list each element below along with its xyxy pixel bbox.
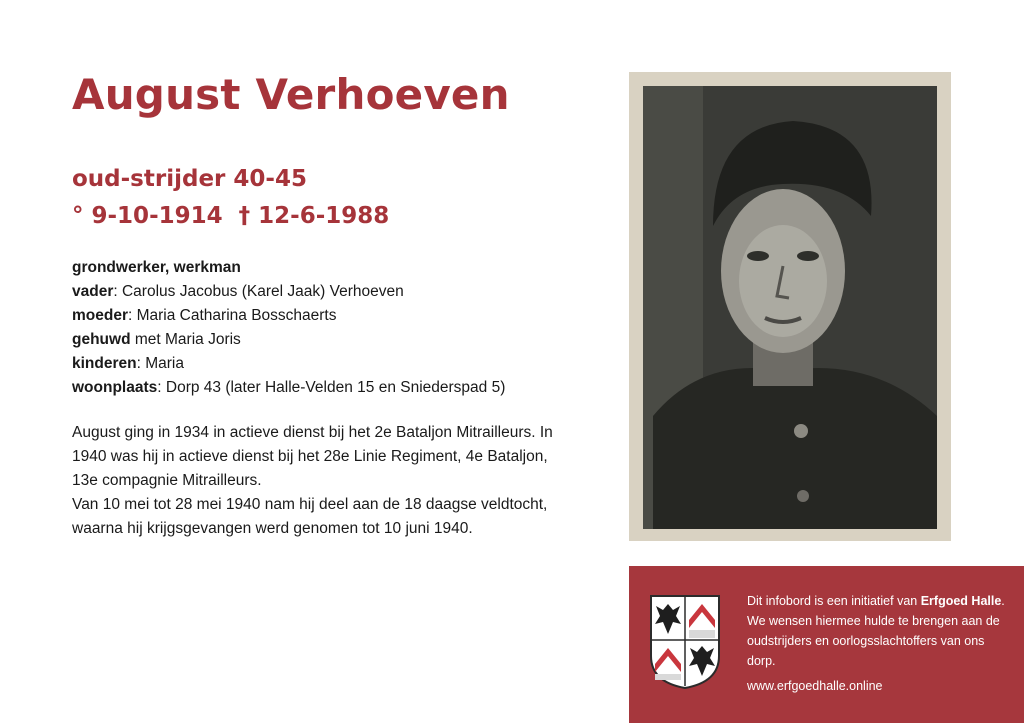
mother-value: : Maria Catharina Bosschaerts — [128, 307, 337, 324]
residence-value: : Dorp 43 (later Halle-Velden 15 en Sniederspad 5) — [157, 379, 506, 396]
father-row — [72, 280, 592, 304]
person-name: August Verhoeven — [72, 70, 510, 119]
children-value: : Maria — [136, 355, 184, 372]
footer-website-link[interactable]: www.erfgoedhalle.online — [747, 679, 883, 693]
biography — [72, 421, 572, 541]
residence-label: woonplaats — [72, 379, 158, 396]
footer-org: Erfgoed Halle — [920, 594, 1002, 608]
father-label: vader — [72, 283, 114, 300]
crest-icon — [649, 594, 721, 690]
portrait-frame — [629, 72, 951, 541]
footer-intro: Dit infobord is een initiatief van — [747, 594, 921, 608]
married-row — [72, 328, 592, 352]
biography-paragraph-1: August ging in 1934 in actieve dienst bij het 2e Bataljon Mitrailleurs. In 1940 was hij in actieve dienst bij het 28e Linie Regiment, 4e Bataljon, 13e compagnie Mitrailleurs. — [72, 424, 553, 489]
children-label: kinderen — [72, 355, 137, 372]
footer-rest: . We wensen hiermee hulde te brengen aan de oudstrijders en oorlogsslachtoffers van ons dorp. — [747, 594, 1005, 668]
biography-paragraph-2: Van 10 mei tot 28 mei 1940 nam hij deel aan de 18 daagse veldtocht, waarna hij krijgsgevangen werd genomen tot 10 juni 1940. — [72, 496, 548, 537]
portrait-illustration — [643, 86, 937, 529]
footer-description — [747, 591, 1012, 671]
person-dates: ° 9-10-1914 † 12-6-1988 — [72, 203, 390, 229]
info-footer — [629, 566, 1024, 723]
married-label: gehuwd — [72, 331, 131, 348]
mother-row — [72, 304, 592, 328]
residence-row — [72, 376, 592, 400]
occupation: grondwerker, werkman — [72, 259, 241, 276]
person-role: oud-strijder 40-45 — [72, 166, 307, 192]
portrait-photo — [643, 86, 937, 529]
mother-label: moeder — [72, 307, 128, 324]
person-facts — [72, 256, 592, 400]
occupation-row — [72, 256, 592, 280]
children-row — [72, 352, 592, 376]
father-value: : Carolus Jacobus (Karel Jaak) Verhoeven — [113, 283, 404, 300]
married-value: met Maria Joris — [130, 331, 241, 348]
